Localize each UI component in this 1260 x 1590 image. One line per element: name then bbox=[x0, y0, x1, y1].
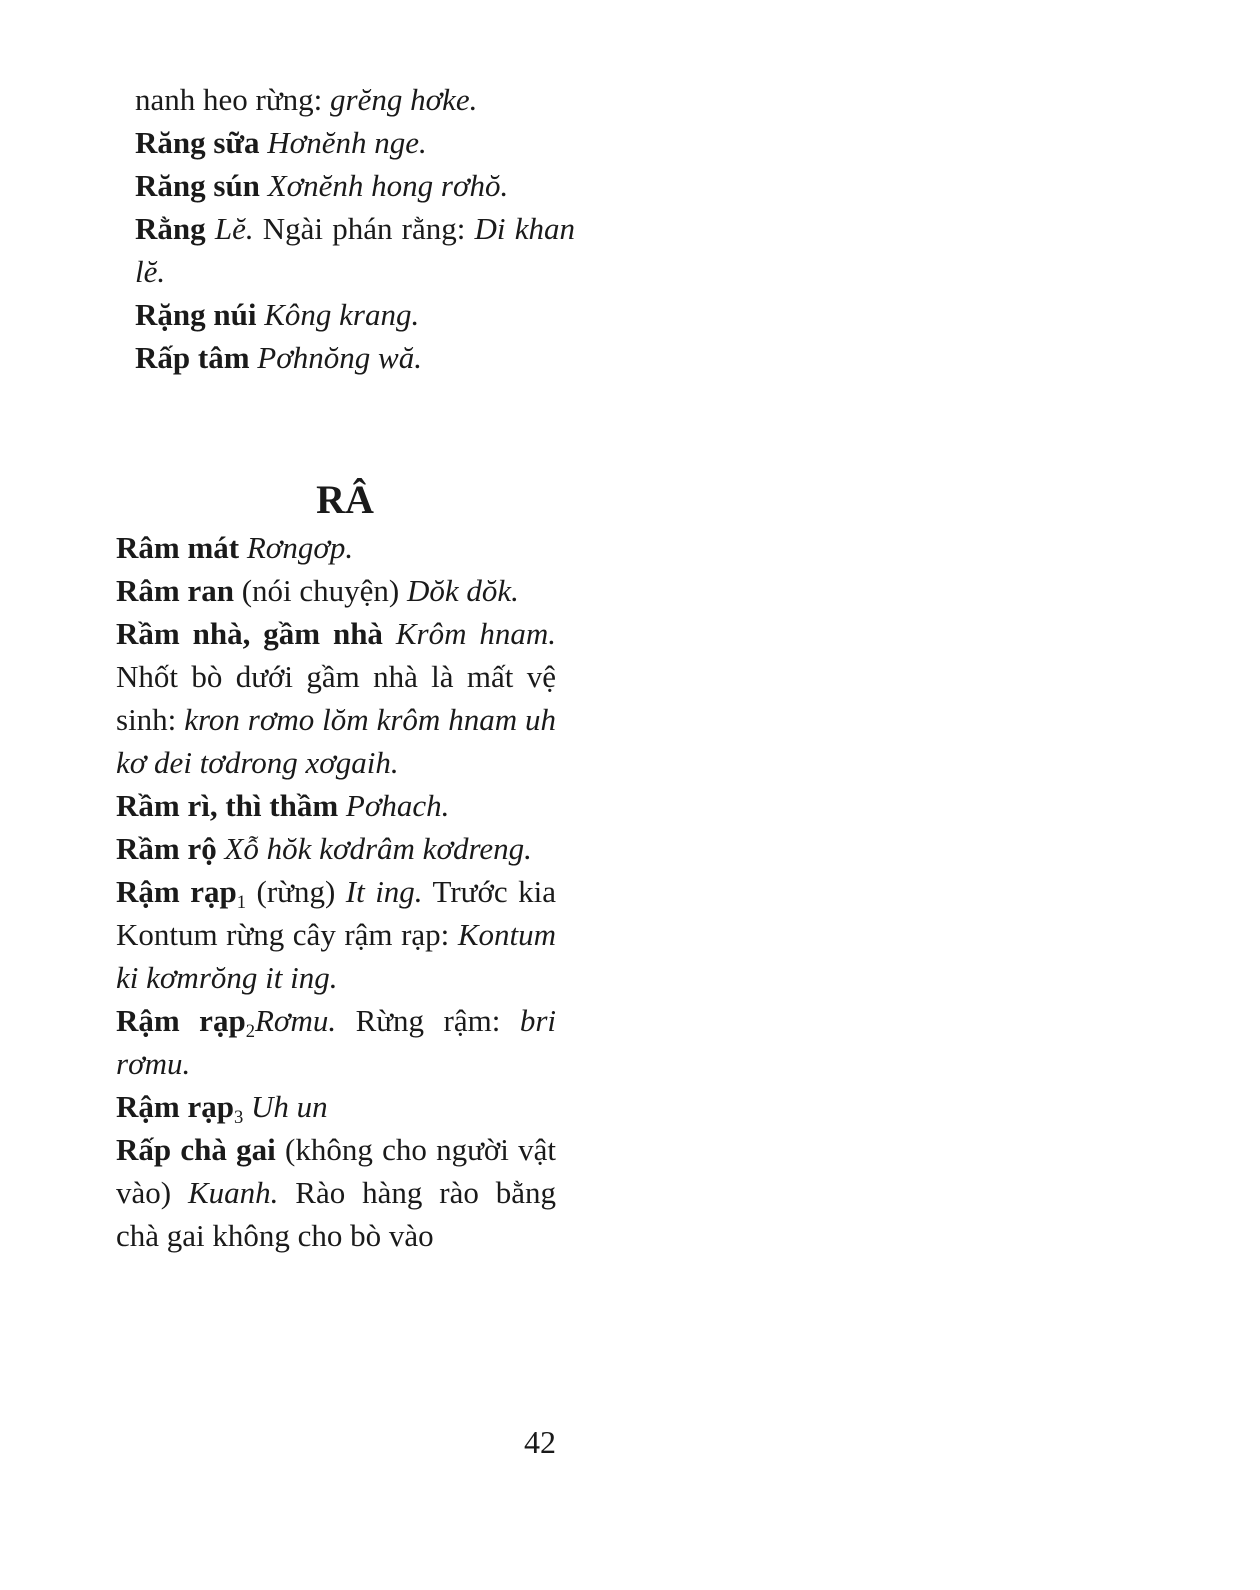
translation: Xỗ hŏk kơdrâm kơdreng. bbox=[224, 831, 532, 866]
section-heading: RÂ bbox=[316, 477, 374, 522]
sense-number: 3 bbox=[233, 1106, 244, 1128]
dictionary-entry bbox=[135, 78, 575, 121]
example-text: Ngài phán rằng: bbox=[253, 211, 475, 246]
headword: Rấp chà gai bbox=[116, 1132, 276, 1167]
example-text: Nhốt bò dưới gầm nhà là mất vệ sinh: bbox=[116, 659, 556, 737]
headword: Rậm rạp bbox=[116, 1089, 234, 1124]
translation: Rơmu. bbox=[254, 1003, 337, 1038]
dictionary-entry bbox=[135, 336, 575, 379]
headword: Rằng bbox=[135, 211, 206, 246]
translation: Krôm hnam. bbox=[395, 616, 557, 651]
continuation-text: nanh heo rừng: bbox=[135, 82, 331, 117]
dictionary-entry bbox=[116, 870, 556, 999]
translation: Pơhnŏng wă. bbox=[257, 340, 422, 375]
translation: Uh un bbox=[251, 1089, 328, 1124]
headword: Rậm rạp bbox=[116, 874, 237, 909]
headword: Râm mát bbox=[116, 530, 240, 565]
example-text: Trước kia Kontum rừng cây rậm rạp: bbox=[116, 874, 556, 952]
example-translation: kron rơmo lŏm krôm hnam uh kơ dei tơdrong xơgaih. bbox=[116, 702, 556, 780]
translation: Pơhach. bbox=[345, 788, 450, 823]
dictionary-entry bbox=[116, 827, 556, 870]
dictionary-entry bbox=[135, 293, 575, 336]
headword: Rầm rì, thì thầm bbox=[116, 788, 339, 823]
translation: Kông krang. bbox=[264, 297, 420, 332]
translation: Xơnĕnh hong rơhŏ. bbox=[267, 168, 509, 203]
headword: Răng sún bbox=[135, 168, 260, 203]
dictionary-entry bbox=[116, 784, 556, 827]
translation: Rơngơp. bbox=[246, 530, 354, 565]
example-translation: Kontum ki kơmrŏng it ing. bbox=[116, 917, 556, 995]
headword: Rầm rộ bbox=[116, 831, 217, 866]
example-translation: bri rơmu. bbox=[116, 1003, 556, 1081]
dictionary-entry bbox=[116, 1085, 556, 1128]
dictionary-entry bbox=[135, 121, 575, 164]
headword: Rặng núi bbox=[135, 297, 257, 332]
dictionary-entry bbox=[135, 207, 575, 293]
dictionary-entry bbox=[116, 1128, 556, 1257]
translation: grĕng hơke. bbox=[330, 82, 478, 117]
headword: Rầm nhà, gầm nhà bbox=[116, 616, 383, 651]
example-text: Rào hàng rào bằng chà gai không cho bò vào bbox=[116, 1175, 556, 1253]
headword: Rấp tâm bbox=[135, 340, 250, 375]
dictionary-entry bbox=[135, 164, 575, 207]
dictionary-entry bbox=[116, 569, 556, 612]
usage-note: (rừng) bbox=[256, 874, 346, 909]
bottom-column bbox=[116, 526, 556, 1257]
page-number: 42 bbox=[524, 1424, 556, 1460]
example-text: Rừng rậm: bbox=[336, 1003, 520, 1038]
headword: Răng sữa bbox=[135, 125, 260, 160]
headword: Rậm rạp bbox=[116, 1003, 246, 1038]
usage-note: (không cho người vật vào) bbox=[116, 1132, 557, 1210]
translation: Kuanh. bbox=[187, 1175, 279, 1210]
translation: Lĕ. bbox=[214, 211, 254, 246]
translation: It ing. bbox=[345, 874, 423, 909]
usage-note: (nói chuyện) bbox=[241, 573, 407, 608]
headword: Râm ran bbox=[116, 573, 234, 608]
sense-number: 2 bbox=[245, 1020, 255, 1042]
translation: Dŏk dŏk. bbox=[407, 573, 519, 608]
example-translation: Di khan lĕ. bbox=[135, 211, 575, 289]
sense-number: 1 bbox=[236, 891, 246, 913]
dictionary-entry bbox=[116, 999, 556, 1085]
top-column bbox=[135, 78, 575, 379]
dictionary-entry bbox=[116, 526, 556, 569]
dictionary-entry bbox=[116, 612, 556, 784]
translation: Hơnĕnh nge. bbox=[267, 125, 427, 160]
